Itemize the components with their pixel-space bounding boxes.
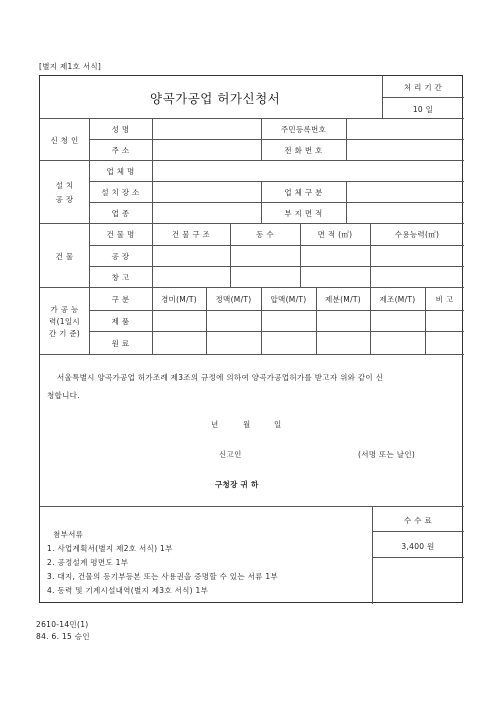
building-section-label: 건 물 xyxy=(55,252,74,261)
attachment-item: 1. 사업계획서(별지 제2호 서식) 1부 xyxy=(47,544,173,553)
date-year-label: 년 xyxy=(211,420,219,429)
facility-section-label-1: 설 치 xyxy=(55,181,74,190)
phone-label: 전 화 번 호 xyxy=(284,146,323,155)
company-name-label: 업 체 명 xyxy=(106,167,135,176)
attachments-title: 첨부서류 xyxy=(53,530,84,539)
footer-code: 2610-14민(1) xyxy=(36,620,89,629)
company-type-label: 업 체 구 분 xyxy=(284,188,323,197)
capacity-header-pressed: 압맥(M/T) xyxy=(270,295,307,304)
capacity-header-barley: 정맥(M/T) xyxy=(215,295,252,304)
statement-line-1: 서울특별시 양곡가공업 허가조례 제3조의 규정에 의하여 양곡가공업허가를 받고자 위와 같이 신 xyxy=(57,373,384,382)
id-number-label: 주민등록번호 xyxy=(280,125,327,134)
form-number: [별지 제1호 서식] xyxy=(39,62,102,71)
capacity-section-label-2: 력(1일시 xyxy=(49,317,80,326)
building-row-warehouse: 창 고 xyxy=(111,273,130,282)
capacity-row-product: 제 품 xyxy=(111,317,130,326)
form-title: 양곡가공업 허가신청서 xyxy=(150,91,281,106)
building-header-structure: 건 물 구 조 xyxy=(171,230,211,239)
applicant-section-label: 신 청 인 xyxy=(50,136,79,145)
capacity-row-material: 원 료 xyxy=(111,339,130,348)
business-type-label: 업 종 xyxy=(111,209,130,218)
processing-period-value: 10 일 xyxy=(412,105,434,114)
building-header-name: 건 물 명 xyxy=(106,230,135,239)
name-label: 성 명 xyxy=(111,125,130,134)
capacity-header-manufacture: 제조(M/T) xyxy=(379,295,416,304)
building-header-capacity: 수용능력(㎡) xyxy=(394,230,440,239)
site-area-label: 부 지 면 적 xyxy=(284,209,323,218)
addressee: 구청장 귀 하 xyxy=(215,480,259,489)
applicant-sign-label: 신고인 xyxy=(219,450,242,459)
fee-label: 수 수 료 xyxy=(403,516,432,525)
capacity-header-flour: 제분(M/T) xyxy=(324,295,362,304)
fee-value: 3,400 원 xyxy=(401,542,435,551)
capacity-header-category: 구 분 xyxy=(111,295,130,304)
processing-period-label: 처 리 기 간 xyxy=(403,83,443,92)
building-row-factory: 공 장 xyxy=(111,252,130,261)
building-header-area: 면 적 (㎡) xyxy=(317,230,353,239)
capacity-header-remarks: 비 고 xyxy=(435,295,454,304)
address-label: 주 소 xyxy=(111,146,130,155)
attachment-item: 2. 공정설계 평면도 1부 xyxy=(47,558,129,567)
capacity-header-milled: 경미(M/T) xyxy=(160,295,198,304)
sign-note: (서명 또는 날인) xyxy=(358,450,416,459)
attachment-item: 3. 대지, 건물의 등기부등본 또는 사용권을 증명할 수 있는 서류 1부 xyxy=(47,572,278,581)
attachment-item: 4. 동력 및 기계시설내역(별지 제3호 서식) 1부 xyxy=(47,586,209,595)
location-label: 설 치 장 소 xyxy=(101,188,140,197)
footer-approval: 84. 6. 15 승인 xyxy=(36,632,90,641)
building-header-count: 동 수 xyxy=(256,230,274,239)
date-day-label: 일 xyxy=(274,420,282,429)
capacity-section-label-1: 가 공 능 xyxy=(50,305,79,314)
application-form xyxy=(39,75,463,603)
statement-line-2: 청합니다. xyxy=(47,391,80,400)
capacity-section-label-3: 간 기 준) xyxy=(48,329,81,338)
facility-section-label-2: 공 장 xyxy=(55,195,74,204)
date-month-label: 월 xyxy=(243,420,251,429)
